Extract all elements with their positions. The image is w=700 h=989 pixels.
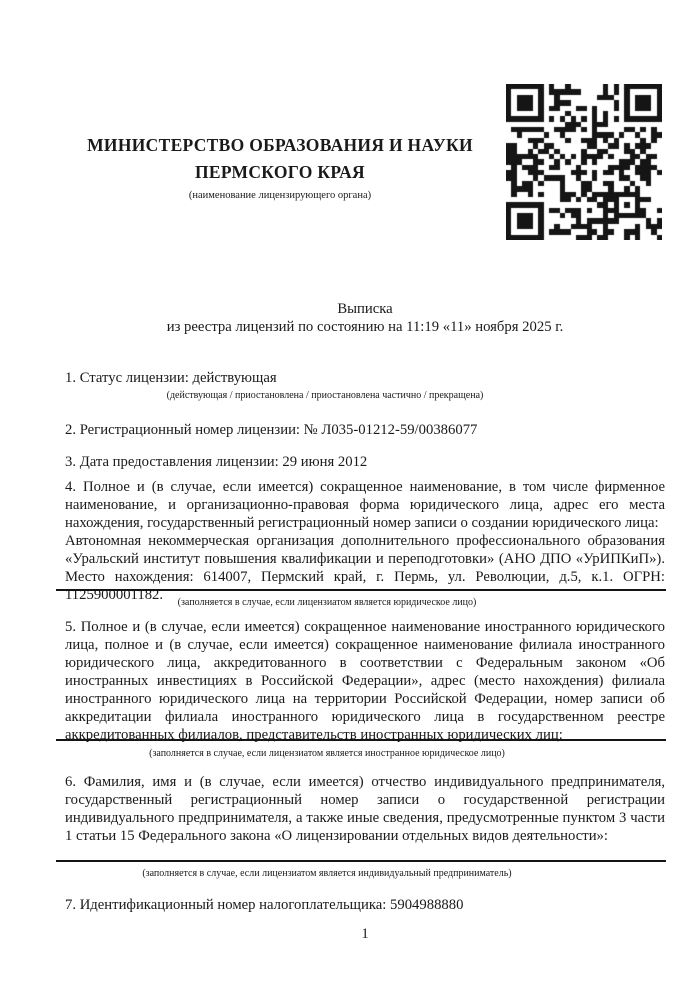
legal-entity-underline (56, 589, 666, 591)
ministry-name-line1: МИНИСТЕРСТВО ОБРАЗОВАНИЯ И НАУКИ (87, 135, 473, 155)
license-status-caption: (действующая / приостановлена / приостановлена частично / прекращена) (166, 390, 484, 401)
legal-entity-value: Автономная некоммерческая организация дополнительного профессионального образования «Уральский институт повышения квалификации и переподготовки» (АНО ДПО «УрИПКиП»). Место нахождения: 614007, Пермский край, г. Пермь, ул. Революции, д.5, к.1. ОГРН: 1125900001182. (65, 533, 665, 603)
page-number: 1 (361, 926, 369, 942)
item-license-grant-date (65, 453, 665, 471)
document-title-line2: из реестра лицензий по состоянию на 11:19 «11» ноября 2025 г. (166, 319, 564, 335)
foreign-entity-caption: (заполняется в случае, если лицензиатом является иностранное юридическое лицо) (149, 748, 505, 759)
item-individual-entrepreneur (65, 773, 665, 879)
ministry-caption: (наименование лицензирующего органа) (188, 190, 372, 201)
foreign-entity-underline (56, 739, 666, 741)
legal-entity-caption: (заполняется в случае, если лицензиатом является юридическое лицо) (177, 597, 477, 608)
item-registration-number (65, 421, 665, 439)
individual-entrepreneur-prompt: 6. Фамилия, имя и (в случае, если имеется) отчество индивидуального предпринимателя, государственный регистрационный номер записи о государственной регистрации индивидуального предпринимателя, а также иные сведения, предусмотренные пунктом 3 части 1 статьи 15 Федерального закона «О лицензировании отдельных видов деятельности»: (65, 774, 665, 844)
licensing-authority-header (58, 132, 502, 202)
item-foreign-entity (65, 618, 665, 759)
taxpayer-number-text: 7. Идентификационный номер налогоплательщика: 5904988880 (65, 897, 464, 913)
document-title (65, 300, 665, 336)
individual-entrepreneur-caption: (заполняется в случае, если лицензиатом является индивидуальный предприниматель) (142, 868, 512, 879)
legal-entity-prompt: 4. Полное и (в случае, если имеется) сокращенное наименование, в том числе фирменное наименование, и организационно-правовая форма юридического лица, адрес его места нахождения, государственный регистрационный номер записи о создании юридического лица: (65, 479, 665, 531)
registration-number-text: 2. Регистрационный номер лицензии: № Л035-01212-59/00386077 (65, 422, 478, 438)
item-taxpayer-number (65, 896, 665, 914)
individual-entrepreneur-underline (56, 860, 666, 862)
foreign-entity-prompt: 5. Полное и (в случае, если имеется) сокращенное наименование иностранного юридического лица, полное и (в случае, если имеется) сокращенное наименование филиала иностранного юридического лица, аккредитованного в соответствии с Федеральным законом «Об иностранных инвестициях в Российской Федерации», адрес (место нахождения) филиала иностранного юридического лица на территории Российской Федерации, номер записи об аккредитации филиала иностранного юридического лица в государственном реестре аккредитованных филиалов, представительств иностранных юридических лиц: (65, 619, 665, 743)
item-license-status (65, 369, 665, 402)
license-grant-date-text: 3. Дата предоставления лицензии: 29 июня 2012 (65, 454, 368, 470)
document-title-line1: Выписка (337, 301, 393, 317)
item-legal-entity (65, 478, 665, 608)
license-status-text: 1. Статус лицензии: действующая (65, 370, 277, 386)
qr-code (506, 84, 662, 240)
ministry-name-line2: ПЕРМСКОГО КРАЯ (195, 162, 365, 182)
